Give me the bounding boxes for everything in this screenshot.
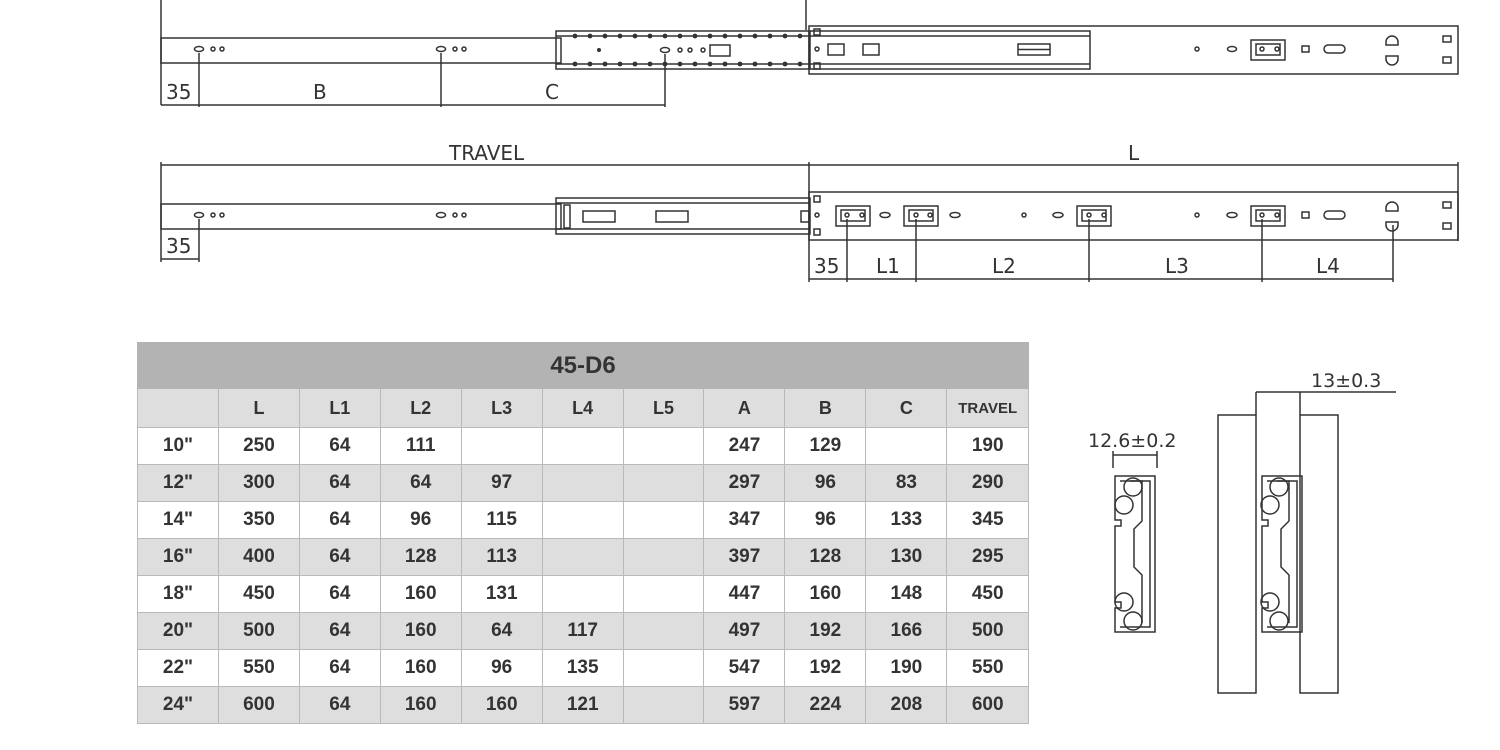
cell-l: 500 bbox=[218, 613, 299, 650]
cell-size: 24" bbox=[138, 687, 219, 724]
spec-table bbox=[137, 342, 1029, 724]
cell-b: 160 bbox=[785, 576, 866, 613]
cell-c: 190 bbox=[866, 650, 947, 687]
cell-l2: 96 bbox=[380, 502, 461, 539]
dim-b: B bbox=[313, 80, 327, 104]
cell-c: 208 bbox=[866, 687, 947, 724]
cell-l3: 113 bbox=[461, 539, 542, 576]
cell-l3: 96 bbox=[461, 650, 542, 687]
cell-b: 96 bbox=[785, 465, 866, 502]
cell-a: 247 bbox=[704, 428, 785, 465]
cell-a: 597 bbox=[704, 687, 785, 724]
header-l5: L5 bbox=[623, 389, 704, 428]
cell-b: 96 bbox=[785, 502, 866, 539]
top-slide-drawing bbox=[161, 0, 1458, 107]
cell-l2: 160 bbox=[380, 650, 461, 687]
cell-l3: 115 bbox=[461, 502, 542, 539]
cell-l1: 64 bbox=[299, 650, 380, 687]
dim-35-top: 35 bbox=[166, 80, 192, 104]
cell-l4: 117 bbox=[542, 613, 623, 650]
cell-l1: 64 bbox=[299, 613, 380, 650]
cell-a: 297 bbox=[704, 465, 785, 502]
cell-l5 bbox=[623, 687, 704, 724]
cell-c: 148 bbox=[866, 576, 947, 613]
cell-l4: 135 bbox=[542, 650, 623, 687]
table-row bbox=[138, 465, 1029, 502]
dim-l4: L4 bbox=[1316, 254, 1340, 278]
cell-travel: 450 bbox=[947, 576, 1029, 613]
cell-l1: 64 bbox=[299, 539, 380, 576]
cell-l: 250 bbox=[218, 428, 299, 465]
cell-l2: 160 bbox=[380, 613, 461, 650]
cell-l2: 160 bbox=[380, 687, 461, 724]
table-row bbox=[138, 539, 1029, 576]
cell-travel: 500 bbox=[947, 613, 1029, 650]
cell-size: 16" bbox=[138, 539, 219, 576]
table-body bbox=[138, 428, 1029, 724]
cross-section-left bbox=[1113, 451, 1157, 632]
cell-travel: 600 bbox=[947, 687, 1029, 724]
dim-35-outer: 35 bbox=[814, 254, 840, 278]
header-travel: TRAVEL bbox=[947, 389, 1029, 428]
cell-l4 bbox=[542, 428, 623, 465]
table-row bbox=[138, 428, 1029, 465]
dim-l2: L2 bbox=[992, 254, 1016, 278]
cell-travel: 290 bbox=[947, 465, 1029, 502]
cell-l2: 64 bbox=[380, 465, 461, 502]
cell-travel: 345 bbox=[947, 502, 1029, 539]
cell-a: 347 bbox=[704, 502, 785, 539]
cell-l3: 64 bbox=[461, 613, 542, 650]
header-l4: L4 bbox=[542, 389, 623, 428]
cell-l3: 97 bbox=[461, 465, 542, 502]
cell-travel: 295 bbox=[947, 539, 1029, 576]
dim-c: C bbox=[545, 80, 559, 104]
cell-l: 350 bbox=[218, 502, 299, 539]
table-row bbox=[138, 613, 1029, 650]
header-size bbox=[138, 389, 219, 428]
dim-thickness-tolerance: 13±0.3 bbox=[1311, 370, 1382, 392]
cell-size: 18" bbox=[138, 576, 219, 613]
cell-a: 447 bbox=[704, 576, 785, 613]
cell-l2: 128 bbox=[380, 539, 461, 576]
cell-l5 bbox=[623, 428, 704, 465]
cell-l3: 160 bbox=[461, 687, 542, 724]
cell-travel: 190 bbox=[947, 428, 1029, 465]
cell-size: 12" bbox=[138, 465, 219, 502]
table-row bbox=[138, 576, 1029, 613]
cell-l5 bbox=[623, 576, 704, 613]
dim-l1: L1 bbox=[876, 254, 900, 278]
header-c: C bbox=[866, 389, 947, 428]
cell-size: 10" bbox=[138, 428, 219, 465]
header-l1: L1 bbox=[299, 389, 380, 428]
table-header-row bbox=[138, 389, 1029, 428]
dim-l3: L3 bbox=[1165, 254, 1189, 278]
cell-l1: 64 bbox=[299, 687, 380, 724]
cell-b: 129 bbox=[785, 428, 866, 465]
cell-l4 bbox=[542, 502, 623, 539]
cell-l1: 64 bbox=[299, 465, 380, 502]
header-a: A bbox=[704, 389, 785, 428]
bottom-slide-drawing bbox=[161, 162, 1458, 282]
cell-c bbox=[866, 428, 947, 465]
table-row bbox=[138, 502, 1029, 539]
cell-a: 397 bbox=[704, 539, 785, 576]
cell-l3: 131 bbox=[461, 576, 542, 613]
cell-b: 224 bbox=[785, 687, 866, 724]
cell-l: 300 bbox=[218, 465, 299, 502]
cell-c: 133 bbox=[866, 502, 947, 539]
cell-l: 550 bbox=[218, 650, 299, 687]
cell-c: 130 bbox=[866, 539, 947, 576]
cell-l2: 160 bbox=[380, 576, 461, 613]
cell-a: 547 bbox=[704, 650, 785, 687]
cell-l2: 111 bbox=[380, 428, 461, 465]
cell-l5 bbox=[623, 650, 704, 687]
table-row bbox=[138, 687, 1029, 724]
cell-size: 22" bbox=[138, 650, 219, 687]
mounting-hole-icon bbox=[195, 47, 467, 52]
dim-l: L bbox=[1128, 141, 1140, 165]
cell-a: 497 bbox=[704, 613, 785, 650]
header-l3: L3 bbox=[461, 389, 542, 428]
cell-l1: 64 bbox=[299, 502, 380, 539]
cell-l: 400 bbox=[218, 539, 299, 576]
cell-b: 128 bbox=[785, 539, 866, 576]
cell-l4: 121 bbox=[542, 687, 623, 724]
cell-b: 192 bbox=[785, 613, 866, 650]
table-row bbox=[138, 650, 1029, 687]
cell-l3 bbox=[461, 428, 542, 465]
cell-b: 192 bbox=[785, 650, 866, 687]
cell-l5 bbox=[623, 613, 704, 650]
cell-travel: 550 bbox=[947, 650, 1029, 687]
dim-width-tolerance: 12.6±0.2 bbox=[1088, 430, 1177, 452]
cross-section-right bbox=[1218, 392, 1396, 693]
cell-l5 bbox=[623, 465, 704, 502]
header-b: B bbox=[785, 389, 866, 428]
dim-35-inner: 35 bbox=[166, 234, 192, 258]
cell-l4 bbox=[542, 465, 623, 502]
table-title: 45-D6 bbox=[138, 343, 1029, 389]
cell-c: 166 bbox=[866, 613, 947, 650]
cell-l5 bbox=[623, 502, 704, 539]
cell-size: 20" bbox=[138, 613, 219, 650]
cell-l4 bbox=[542, 539, 623, 576]
cell-l5 bbox=[623, 539, 704, 576]
cell-l1: 64 bbox=[299, 576, 380, 613]
header-l: L bbox=[218, 389, 299, 428]
cell-size: 14" bbox=[138, 502, 219, 539]
header-l2: L2 bbox=[380, 389, 461, 428]
cell-c: 83 bbox=[866, 465, 947, 502]
cell-l1: 64 bbox=[299, 428, 380, 465]
dim-travel: TRAVEL bbox=[449, 141, 525, 165]
cell-l: 450 bbox=[218, 576, 299, 613]
cell-l4 bbox=[542, 576, 623, 613]
cell-l: 600 bbox=[218, 687, 299, 724]
